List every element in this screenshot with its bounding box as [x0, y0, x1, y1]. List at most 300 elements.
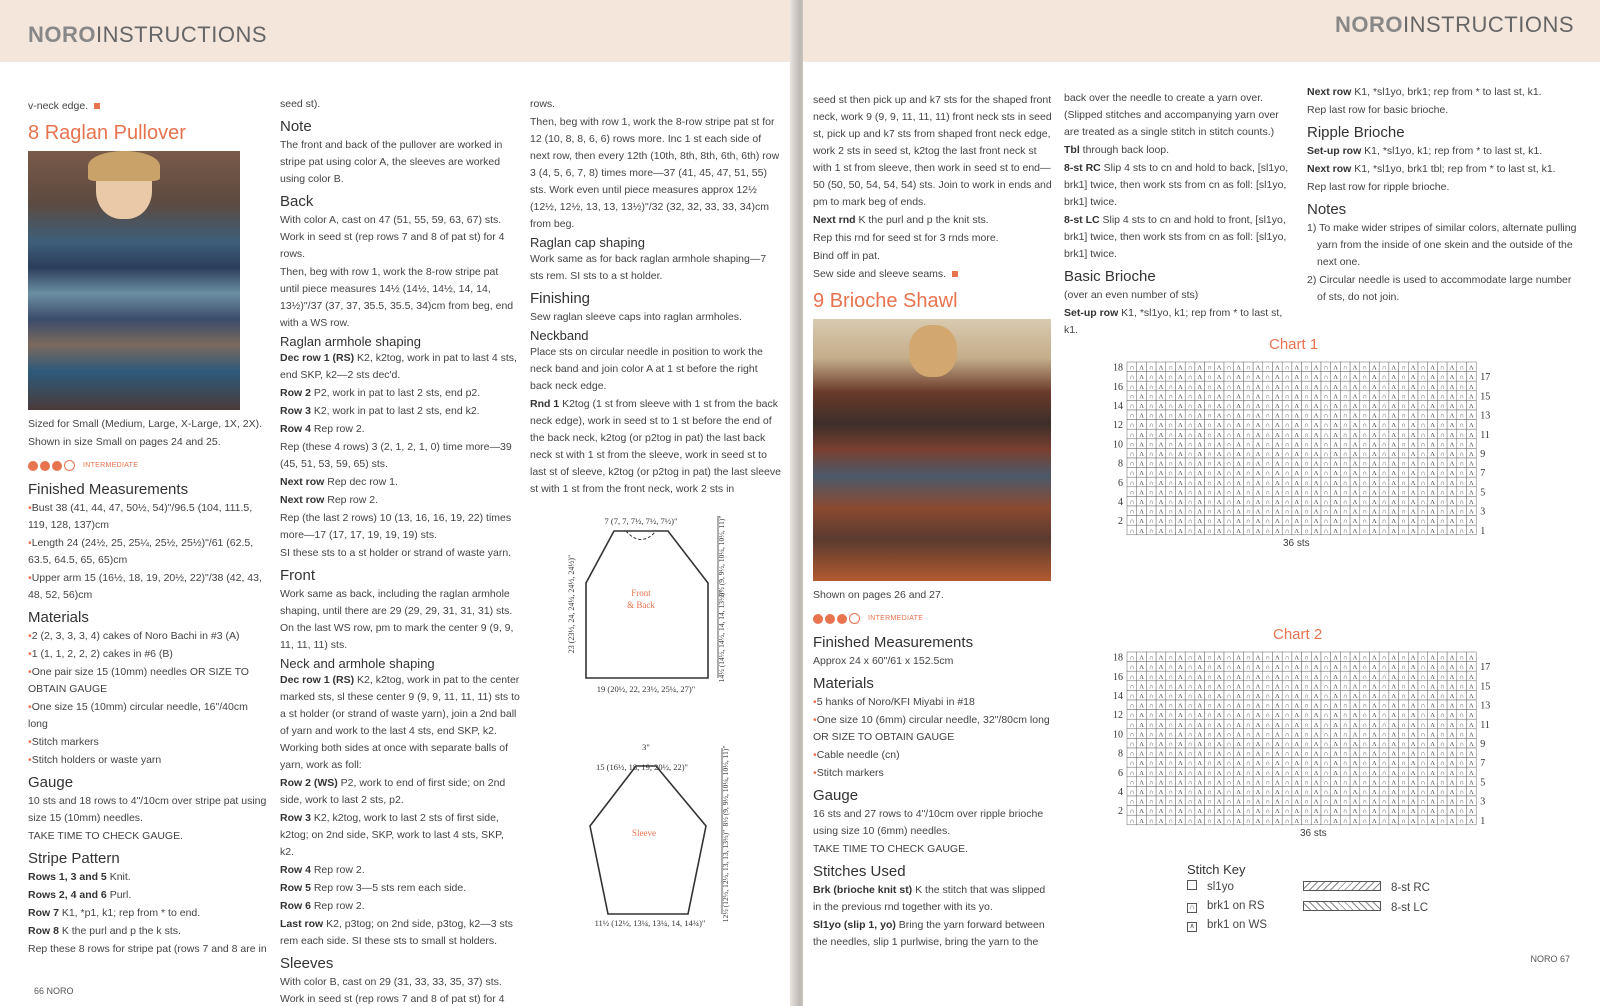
stitch-symbol: ∩ [1459, 403, 1465, 410]
stitch-symbol: ∩ [1187, 518, 1193, 526]
row-number-right: 3 [1480, 506, 1486, 518]
stitch-symbol: Λ [1391, 741, 1397, 748]
stitch-symbol: ∩ [1401, 489, 1406, 497]
stitch-symbol: Λ [1216, 393, 1222, 401]
stitch-symbol: ∩ [1401, 374, 1406, 382]
stitch-symbol: ∩ [1323, 702, 1329, 710]
stitch-symbol: Λ [1294, 451, 1300, 458]
stitch-symbol: Λ [1313, 431, 1319, 439]
paragraph: With color B, cast on 29 (31, 33, 33, 35, 37) sts. Work in seed st (rep rows 7 and 8 of pat st) for 4 [280, 976, 505, 1005]
stitch-symbol: ∩ [1381, 422, 1387, 430]
stitch-symbol: Λ [1177, 403, 1183, 410]
stitch-symbol: ∩ [1401, 702, 1406, 710]
stitch-symbol: ∩ [1304, 422, 1309, 430]
stitch-symbol: Λ [1352, 499, 1358, 506]
stitch-symbol: ∩ [1245, 654, 1251, 662]
stitch-symbol: Λ [1391, 508, 1397, 516]
stitch-symbol: ∩ [1148, 673, 1154, 681]
stitch-symbol: Λ [1139, 460, 1144, 468]
stitch-symbol: Λ [1352, 731, 1358, 739]
stitch-symbol: ∩ [1148, 441, 1154, 449]
stitch-symbol: ∩ [1168, 808, 1174, 816]
stitch-symbol: ∩ [1342, 403, 1348, 410]
stitch-symbol: Λ [1236, 702, 1241, 710]
instruction-line: Next row Rep dec row 1. [280, 476, 398, 488]
stitch-symbol: ∩ [1420, 760, 1426, 768]
stitch-symbol: ∩ [1168, 374, 1174, 382]
dimension-label: 15 (16½, 18, 19, 20½, 22)" [595, 762, 689, 772]
stitch-symbol: ∩ [1168, 779, 1174, 787]
stitch-symbol: Λ [1449, 364, 1455, 372]
stitch-symbol: Λ [1468, 769, 1474, 777]
stitch-symbol: ∩ [1129, 499, 1135, 506]
section-heading: Finished Measurements [28, 481, 189, 498]
section-heading: Sleeves [280, 955, 334, 972]
stitch-symbol: Λ [1410, 518, 1416, 526]
row-number-left: 12 [1113, 420, 1123, 432]
stitch-symbol: ∩ [1245, 422, 1251, 430]
stitch-symbol: ∩ [1168, 479, 1174, 487]
stitch-symbol: Λ [1236, 527, 1241, 535]
stitch-symbol: ∩ [1401, 403, 1406, 410]
stitch-symbol: ∩ [1362, 499, 1368, 506]
stitch-symbol: ∩ [1362, 712, 1368, 720]
stitch-symbol: Λ [1371, 798, 1377, 806]
stitch-symbol: ∩ [1401, 798, 1406, 806]
stitch-symbol: Λ [1236, 683, 1241, 691]
stitch-symbol: Λ [1313, 451, 1319, 458]
stitch-symbol: ∩ [1304, 431, 1309, 439]
stitch-symbol: ∩ [1265, 817, 1271, 825]
stitch-symbol: ∩ [1265, 769, 1271, 777]
photo-caption: Shown on pages 26 and 27. [813, 589, 944, 601]
stitch-symbol: Λ [1449, 664, 1455, 672]
stitch-symbol: ∩ [1420, 731, 1426, 739]
stitch-symbol: ∩ [1148, 817, 1154, 825]
stitch-symbol: ∩ [1129, 673, 1135, 681]
stitch-symbol: Λ [1274, 441, 1280, 449]
stitch-symbol: ∩ [1226, 364, 1232, 372]
row-number-right: 7 [1480, 758, 1486, 770]
stitch-symbol: Λ [1449, 403, 1455, 410]
stitch-symbol: Λ [1410, 499, 1416, 506]
stitch-symbol: ∩ [1401, 412, 1406, 420]
stitch-symbol: ∩ [1168, 673, 1174, 681]
stitch-symbol: ∩ [1323, 731, 1329, 739]
stitch-symbol: Λ [1177, 798, 1183, 806]
stitch-symbol: Λ [1216, 741, 1222, 748]
stitch-symbol: ∩ [1245, 731, 1251, 739]
stitch-symbol: ∩ [1148, 383, 1154, 391]
stitch-symbol: Λ [1430, 364, 1435, 372]
stitch-symbol: Λ [1177, 527, 1183, 535]
stitch-symbol: Λ [1371, 769, 1377, 777]
stitch-symbol: ∩ [1148, 527, 1154, 535]
stitch-symbol: Λ [1294, 760, 1300, 768]
stitch-symbol: ∩ [1439, 702, 1445, 710]
stitch-symbol: ∩ [1362, 789, 1368, 796]
stitch-symbol: ∩ [1323, 721, 1329, 729]
stitch-symbol: Λ [1468, 393, 1474, 401]
stitch-symbol: ∩ [1323, 789, 1329, 796]
row-number-right: 15 [1480, 681, 1491, 693]
stitch-symbol: Λ [1236, 441, 1241, 449]
row-number-left: 14 [1113, 691, 1123, 702]
stitch-symbol: ∩ [1420, 798, 1426, 806]
stitch-symbol: ∩ [1362, 431, 1368, 439]
stitch-symbol: ∩ [1323, 798, 1329, 806]
stitch-symbol: Λ [1236, 374, 1241, 382]
stitch-symbol: ∩ [1439, 721, 1445, 729]
stitch-symbol: ∩ [1187, 527, 1193, 535]
row-number-left: 6 [1118, 477, 1123, 489]
stitch-symbol: Λ [1197, 518, 1203, 526]
stitch-symbol: ∩ [1439, 798, 1445, 806]
stitch-symbol: ∩ [1265, 750, 1271, 758]
stitch-symbol: ∩ [1381, 364, 1387, 372]
dimension-label: 3" [642, 742, 650, 752]
stitch-symbol: Λ [1177, 412, 1183, 420]
stitch-symbol: Λ [1352, 518, 1358, 526]
stitch-symbol: Λ [1391, 731, 1397, 739]
stitch-symbol: Λ [1177, 518, 1183, 526]
stitch-symbol: Λ [1313, 693, 1319, 700]
stitch-symbol: Λ [1197, 393, 1203, 401]
stitch-symbol: Λ [1313, 508, 1319, 516]
stitch-symbol: Λ [1274, 383, 1280, 391]
stitch-symbol: Λ [1236, 664, 1241, 672]
stitch-symbol: ∩ [1265, 731, 1271, 739]
stitch-symbol: Λ [1313, 441, 1319, 449]
stitch-symbol: ∩ [1439, 808, 1445, 816]
stitch-symbol: ∩ [1342, 489, 1348, 497]
stitch-symbol: ∩ [1439, 412, 1445, 420]
stitch-symbol: Λ [1468, 817, 1474, 825]
stitch-symbol: Λ [1216, 412, 1222, 420]
stitch-symbol: ∩ [1226, 393, 1232, 401]
stitch-symbol: Λ [1391, 808, 1397, 816]
stitch-symbol: ∩ [1129, 721, 1135, 729]
stitch-symbol: ∩ [1439, 364, 1445, 372]
stitch-symbol: Λ [1410, 374, 1416, 382]
stitch-symbol: Λ [1158, 798, 1164, 806]
stitch-symbol: ∩ [1439, 693, 1445, 700]
stitch-symbol: Λ [1294, 499, 1300, 506]
stitch-symbol: Λ [1371, 470, 1377, 478]
stitch-symbol: ∩ [1207, 731, 1212, 739]
stitch-symbol: ∩ [1148, 798, 1154, 806]
stitch-symbol: Λ [1294, 527, 1300, 535]
stitch-symbol: ∩ [1323, 374, 1329, 382]
stitch-symbol: ∩ [1381, 683, 1387, 691]
stitch-symbol: ∩ [1323, 527, 1329, 535]
stitch-symbol: ∩ [1207, 769, 1212, 777]
stitch-symbol: ∩ [1245, 798, 1251, 806]
instruction-line: Tbl through back loop. [1064, 144, 1170, 156]
stitch-symbol: Λ [1410, 489, 1416, 497]
stitch-symbol: ∩ [1284, 760, 1290, 768]
stitch-symbol: Λ [1449, 441, 1455, 449]
stitch-symbol: ∩ [1420, 721, 1426, 729]
stitch-symbol: ∩ [1129, 403, 1135, 410]
stitch-symbol: Λ [1313, 760, 1319, 768]
stitch-symbol: ∩ [1168, 403, 1174, 410]
stitch-symbol: Λ [1371, 489, 1377, 497]
stitch-symbol: Λ [1197, 693, 1203, 700]
stitch-symbol: Λ [1216, 750, 1222, 758]
stitch-symbol: ∩ [1226, 422, 1232, 430]
stitch-symbol: ∩ [1207, 470, 1212, 478]
stitch-symbol: ∩ [1187, 712, 1193, 720]
stitch-symbol: Λ [1391, 712, 1397, 720]
stitch-symbol: Λ [1274, 712, 1280, 720]
stitch-symbol: ∩ [1207, 393, 1212, 401]
stitch-symbol: Λ [1430, 750, 1435, 758]
stitch-symbol: ∩ [1381, 412, 1387, 420]
stitch-symbol: ∩ [1381, 470, 1387, 478]
stitch-symbol: ∩ [1129, 741, 1135, 748]
stitch-symbol: Λ [1236, 451, 1241, 458]
stitch-symbol: Λ [1449, 460, 1455, 468]
stitch-symbol: Λ [1274, 731, 1280, 739]
stitch-symbol: Λ [1352, 527, 1358, 535]
stitch-symbol: ∩ [1459, 769, 1465, 777]
stitch-symbol: ∩ [1168, 527, 1174, 535]
stitch-symbol: ∩ [1148, 693, 1154, 700]
stitch-symbol: ∩ [1245, 393, 1251, 401]
stitch-symbol: ∩ [1342, 479, 1348, 487]
stitch-symbol: ∩ [1284, 664, 1290, 672]
stitch-symbol: Λ [1236, 721, 1241, 729]
stitch-symbol: Λ [1430, 817, 1435, 825]
stitch-symbol: ∩ [1207, 664, 1212, 672]
stitch-symbol: ∩ [1362, 403, 1368, 410]
stitch-symbol: Λ [1197, 702, 1203, 710]
stitch-symbol: ∩ [1362, 731, 1368, 739]
stitch-symbol: Λ [1294, 364, 1300, 372]
stitch-symbol: Λ [1313, 683, 1319, 691]
list-item: •Stitch markers [28, 736, 99, 748]
section-heading: Materials [28, 609, 89, 626]
stitch-symbol: ∩ [1342, 499, 1348, 506]
stitch-symbol: Λ [1158, 460, 1164, 468]
stitch-symbol: Λ [1274, 721, 1280, 729]
stitch-symbol: ∩ [1381, 769, 1387, 777]
instruction-line: Brk (brioche knit st) K the stitch that was slipped in the previous rnd together with its yo. [813, 884, 1046, 913]
stitch-symbol: ∩ [1401, 383, 1406, 391]
stitch-symbol: Λ [1158, 364, 1164, 372]
section-heading: Note [280, 118, 312, 135]
stitch-symbol: Λ [1371, 527, 1377, 535]
stitch-symbol: ∩ [1381, 527, 1387, 535]
stitch-symbol: ∩ [1304, 769, 1309, 777]
row-number-left: 16 [1113, 671, 1123, 683]
stitch-symbol: Λ [1139, 817, 1144, 825]
stitch-symbol: Λ [1197, 750, 1203, 758]
stitch-symbol: ∩ [1401, 518, 1406, 526]
stitch-symbol: ∩ [1342, 817, 1348, 825]
row-number-right: 9 [1480, 739, 1486, 750]
stitch-symbol: ∩ [1168, 508, 1174, 516]
stitch-symbol: Λ [1158, 499, 1164, 506]
stitch-symbol: Λ [1430, 374, 1435, 382]
stitch-symbol: Λ [1177, 451, 1183, 458]
stitch-symbol: Λ [1333, 683, 1338, 691]
stitch-symbol: ∩ [1439, 374, 1445, 382]
stitch-symbol: ∩ [1226, 693, 1232, 700]
stitch-symbol: Λ [1371, 817, 1377, 825]
stitch-symbol: Λ [1255, 683, 1261, 691]
stitch-symbol: ∩ [1245, 712, 1251, 720]
stitch-symbol: ∩ [1362, 489, 1368, 497]
stitch-symbol: Λ [1274, 412, 1280, 420]
stitch-symbol: ∩ [1459, 817, 1465, 825]
stitch-symbol: ∩ [1284, 712, 1290, 720]
stitch-symbol: Λ [1294, 808, 1300, 816]
stitch-symbol: Λ [1139, 712, 1144, 720]
stitch-symbol: ∩ [1129, 441, 1135, 449]
stitch-symbol: Λ [1255, 393, 1261, 401]
stitch-symbol: Λ [1216, 760, 1222, 768]
stitch-symbol: ∩ [1401, 683, 1406, 691]
stitch-symbol: ∩ [1362, 470, 1368, 478]
stitch-symbol: ∩ [1265, 499, 1271, 506]
stitch-symbol: ∩ [1245, 741, 1251, 748]
stitch-symbol: Λ [1255, 499, 1261, 506]
stitch-symbol: Λ [1139, 673, 1144, 681]
stitch-symbol: ∩ [1168, 683, 1174, 691]
stitch-symbol: Λ [1391, 527, 1397, 535]
stitch-symbol: Λ [1449, 693, 1455, 700]
stitch-symbol: ∩ [1342, 470, 1348, 478]
stitch-symbol: ∩ [1459, 789, 1465, 796]
stitch-symbol: Λ [1352, 673, 1358, 681]
dimension-label: 23 (23½, 24, 24¼, 24½, 24½)" [567, 554, 576, 654]
stitch-symbol: Λ [1333, 721, 1338, 729]
row-number-right: 13 [1480, 700, 1491, 712]
stitch-symbol: Λ [1139, 364, 1144, 372]
stitch-symbol: Λ [1468, 441, 1474, 449]
sub-heading: Neck and armhole shaping [280, 656, 435, 671]
list-item: •Cable needle (cn) [813, 749, 900, 761]
stitch-symbol: ∩ [1420, 518, 1426, 526]
stitch-symbol: ∩ [1420, 683, 1426, 691]
stitch-symbol: ∩ [1381, 750, 1387, 758]
stitch-symbol: Λ [1216, 731, 1222, 739]
stitch-symbol: ∩ [1187, 789, 1193, 796]
stitch-symbol: Λ [1410, 808, 1416, 816]
stitch-symbol: Λ [1294, 789, 1300, 796]
stitch-symbol: ∩ [1439, 422, 1445, 430]
stitch-symbol: ∩ [1420, 451, 1426, 458]
stitch-symbol: Λ [1177, 664, 1183, 672]
stitch-symbol: ∩ [1265, 527, 1271, 535]
stitch-symbol: Λ [1274, 431, 1280, 439]
stitch-symbol: Λ [1313, 527, 1319, 535]
stitch-symbol: Λ [1371, 499, 1377, 506]
stitch-symbol: ∩ [1226, 527, 1232, 535]
instruction-line: Row 2 P2, work in pat to last 2 sts, end p2. [280, 387, 481, 399]
stitch-symbol: ∩ [1304, 721, 1309, 729]
stitch-symbol: ∩ [1304, 393, 1309, 401]
stitch-symbol: ∩ [1439, 789, 1445, 796]
stitch-symbol: ∩ [1187, 508, 1193, 516]
stitch-symbol: ∩ [1129, 683, 1135, 691]
stitch-symbol: Λ [1139, 422, 1144, 430]
stitch-symbol: ∩ [1401, 451, 1406, 458]
stitch-symbol: Λ [1410, 798, 1416, 806]
stitch-symbol: ∩ [1207, 527, 1212, 535]
stitch-symbol: ∩ [1323, 393, 1329, 401]
stitch-symbol: Λ [1468, 702, 1474, 710]
stitch-symbol: Λ [1255, 654, 1261, 662]
stitch-symbol: ∩ [1439, 499, 1445, 506]
stitch-symbol: ∩ [1401, 422, 1406, 430]
stitch-symbol: Λ [1449, 673, 1455, 681]
stitch-symbol: Λ [1274, 817, 1280, 825]
stitch-symbol: ∩ [1207, 702, 1212, 710]
stitch-symbol: Λ [1236, 403, 1241, 410]
stitch-symbol: ∩ [1362, 451, 1368, 458]
right-column-3 [1307, 84, 1577, 307]
stitch-symbol: ∩ [1245, 403, 1251, 410]
stitch-symbol: ∩ [1381, 741, 1387, 748]
stitch-symbol: Λ [1294, 779, 1300, 787]
stitch-symbol: Λ [1313, 769, 1319, 777]
stitch-symbol: ∩ [1129, 479, 1135, 487]
stitch-symbol: ∩ [1323, 683, 1329, 691]
stitch-symbol: Λ [1274, 470, 1280, 478]
stitch-symbol: Λ [1139, 683, 1144, 691]
stitch-symbol: ∩ [1401, 654, 1406, 662]
stitch-symbol: ∩ [1245, 489, 1251, 497]
stitch-symbol: Λ [1177, 489, 1183, 497]
stitch-symbol: Λ [1391, 798, 1397, 806]
stitch-symbol: Λ [1255, 750, 1261, 758]
stitch-symbol: ∩ [1401, 741, 1406, 748]
stitch-symbol: Λ [1236, 769, 1241, 777]
stitch-symbol: Λ [1177, 470, 1183, 478]
stitch-symbol: ∩ [1439, 470, 1445, 478]
stitch-symbol: ∩ [1265, 683, 1271, 691]
stitch-symbol: Λ [1216, 808, 1222, 816]
stitch-symbol: ∩ [1342, 460, 1348, 468]
stitch-symbol: Λ [1371, 693, 1377, 700]
stitch-symbol: ∩ [1129, 760, 1135, 768]
stitch-symbol: Λ [1294, 750, 1300, 758]
row-number-left: 4 [1118, 497, 1123, 508]
stitch-symbol: ∩ [1129, 393, 1135, 401]
stitch-symbol: ∩ [1401, 364, 1406, 372]
stitch-symbol: ∩ [1439, 769, 1445, 777]
stitch-symbol: Λ [1197, 808, 1203, 816]
stitch-symbol: Λ [1371, 673, 1377, 681]
stitch-symbol: ∩ [1304, 499, 1309, 506]
stitch-symbol: Λ [1294, 460, 1300, 468]
stitch-symbol: Λ [1352, 760, 1358, 768]
stitch-symbol: ∩ [1245, 499, 1251, 506]
stitch-symbol: ∩ [1381, 731, 1387, 739]
stitch-symbol: ∩ [1381, 374, 1387, 382]
stitch-symbol: ∩ [1459, 712, 1465, 720]
stitch-symbol: Λ [1158, 769, 1164, 777]
stitch-symbol: ∩ [1187, 731, 1193, 739]
stitch-symbol: Λ [1236, 731, 1241, 739]
stitch-symbol: ∩ [1459, 451, 1465, 458]
stitch-symbol: ∩ [1439, 518, 1445, 526]
stitch-symbol: ∩ [1439, 731, 1445, 739]
page-folio: 66 NORO [34, 986, 74, 996]
